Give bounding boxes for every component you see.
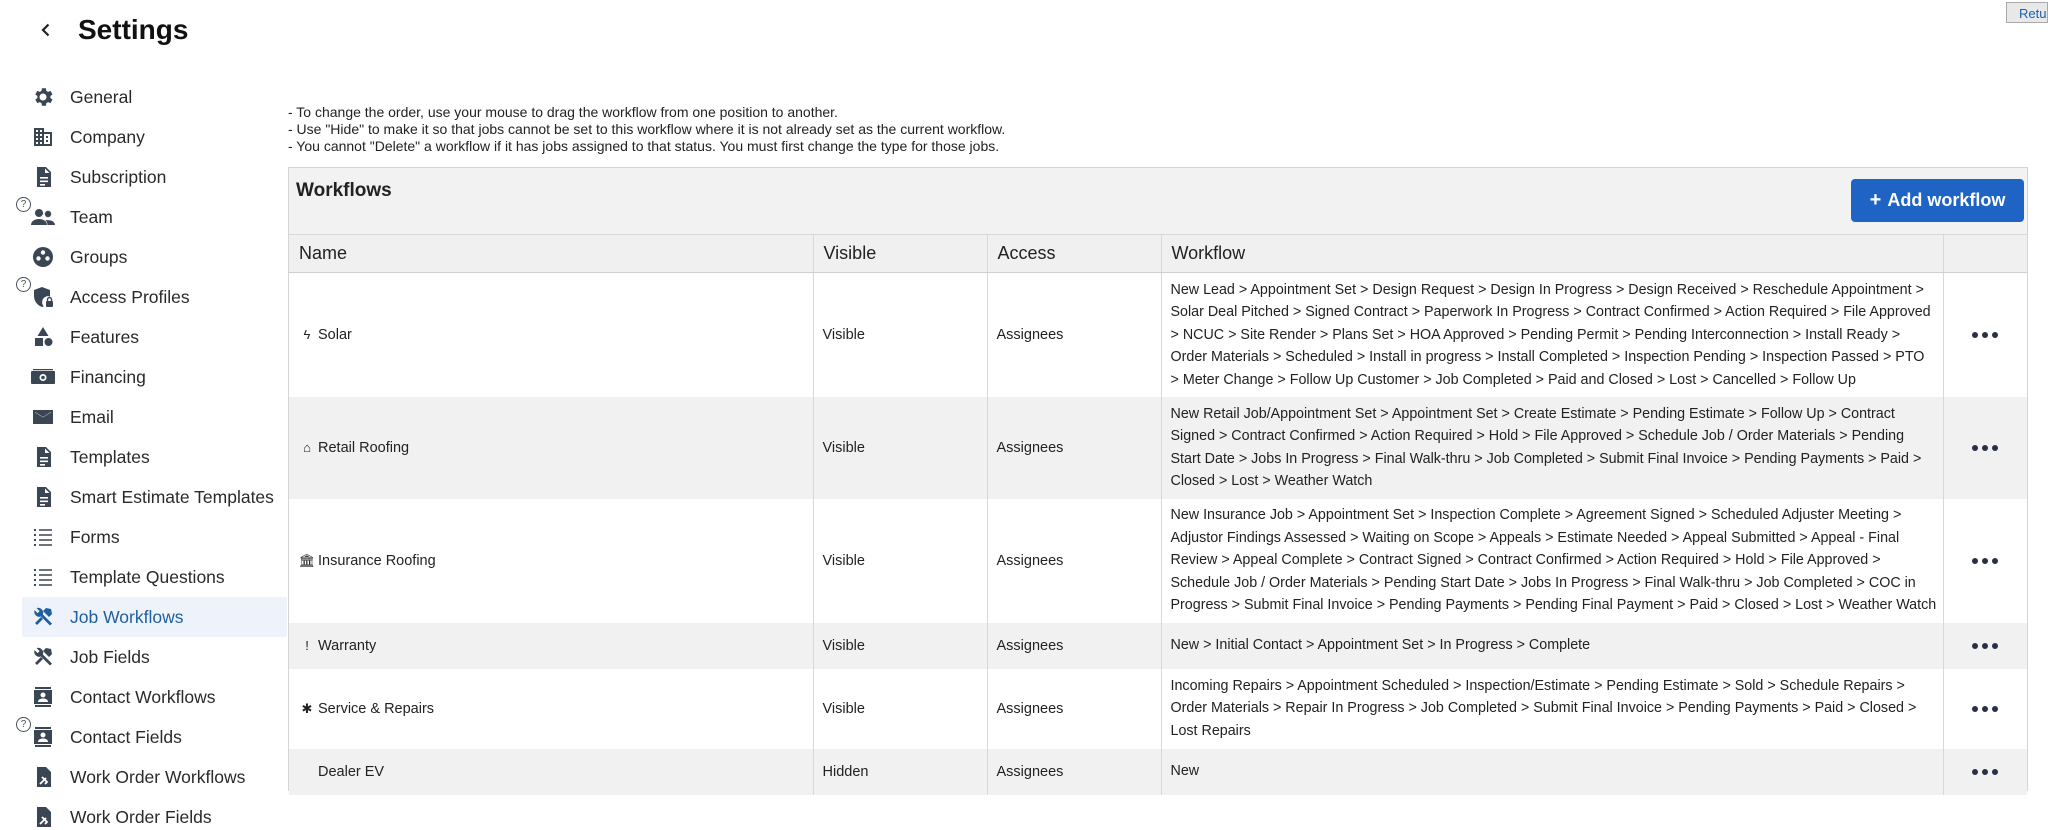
cell-access: Assignees — [987, 397, 1161, 499]
sidebar-item-company[interactable] — [22, 117, 287, 157]
sidebar-item-label: Subscription — [70, 166, 167, 187]
sidebar-item-label: Work Order Workflows — [70, 766, 246, 787]
table-row[interactable] — [289, 273, 2027, 397]
sidebar-item-general[interactable] — [22, 77, 287, 117]
sidebar-item-label: Features — [70, 326, 140, 347]
more-options-icon[interactable] — [1944, 769, 2028, 775]
exclamation-icon: ! — [305, 638, 309, 653]
building-icon — [30, 124, 56, 150]
cell-workflow: New Lead > Appointment Set > Design Request > Design In Progress > Design Received > Reschedule Appointment > Solar Deal Pitched > Signed Contract > Paperwork In Progress > Contract Confirmed > Action Required > File Approved > NCUC > Site Render > Plans Set > HOA Approved > Pending Permit > Pending Interconnection > Install Ready > Order Materials > Scheduled > Install in progress > Install Completed > Inspection Pending > Inspection Passed > PTO > Meter Change > Follow Up Customer > Job Completed > Paid and Closed > Lost > Cancelled > Follow Up — [1161, 273, 1943, 397]
workflow-name: Service & Repairs — [318, 700, 435, 717]
cell-access: Assignees — [987, 499, 1161, 623]
column-header-visible[interactable]: Visible — [813, 235, 987, 273]
work-order-icon — [30, 804, 56, 830]
sidebar-item-label: Team — [70, 206, 113, 227]
sidebar-item-access-profiles[interactable] — [22, 277, 287, 317]
bank-icon: 🏛 — [298, 552, 316, 568]
cell-name — [289, 499, 813, 623]
more-options-icon[interactable] — [1944, 558, 2028, 564]
help-icon[interactable]: ? — [16, 277, 31, 292]
sidebar-item-label: Contact Workflows — [70, 686, 216, 707]
cell-access: Assignees — [987, 669, 1161, 749]
work-order-icon — [30, 764, 56, 790]
add-workflow-label: Add workflow — [1887, 190, 2006, 210]
people-icon — [30, 204, 56, 230]
sidebar-item-contact-fields[interactable] — [22, 717, 287, 757]
sidebar-item-work-order-workflows[interactable] — [22, 757, 287, 797]
add-workflow-button[interactable] — [1851, 179, 2024, 222]
return-button[interactable]: Retu — [2006, 2, 2048, 23]
groups-icon — [30, 244, 56, 270]
contact-card-icon — [30, 684, 56, 710]
table-row[interactable] — [289, 623, 2027, 669]
cell-actions — [1943, 499, 2027, 623]
sidebar-item-contact-workflows[interactable] — [22, 677, 287, 717]
workflow-name: Warranty — [318, 637, 377, 654]
cell-workflow: Incoming Repairs > Appointment Scheduled > Inspection/Estimate > Pending Estimate > Sold > Schedule Repairs > Order Materials > Repair In Progress > Job Completed > Submit Final Invoice > Pending Payments > Paid > Closed > Lost Repairs — [1161, 669, 1943, 749]
table-row[interactable] — [289, 669, 2027, 749]
column-header-actions — [1943, 235, 2027, 273]
sidebar-item-label: Contact Fields — [70, 726, 182, 747]
help-icon[interactable]: ? — [16, 197, 31, 212]
sidebar-item-financing[interactable] — [22, 357, 287, 397]
shapes-icon — [30, 324, 56, 350]
cell-access: Assignees — [987, 749, 1161, 795]
tools-icon — [30, 604, 56, 630]
cell-actions — [1943, 669, 2027, 749]
sidebar-item-smart-estimate-templates[interactable] — [22, 477, 287, 517]
money-icon — [30, 364, 56, 390]
document-icon — [30, 484, 56, 510]
sidebar-item-features[interactable] — [22, 317, 287, 357]
asterisk-icon: ✱ — [301, 700, 313, 716]
cell-workflow: New Insurance Job > Appointment Set > Inspection Complete > Agreement Signed > Scheduled Adjuster Meeting > Adjustor Findings Assessed > Waiting on Scope > Appeals > Estimate Needed > Appeal Submitted > Appeal - Final Review > Appeal Complete > Contract Signed > Contract Confirmed > Action Required > Hold > File Approved > Schedule Job / Order Materials > Pending Start Date > Jobs In Progress > Final Walk-thru > Job Completed > COC in Progress > Submit Final Invoice > Pending Payments > Pending Final Payment > Paid > Closed > Lost > Weather Watch — [1161, 499, 1943, 623]
top-bar — [0, 0, 2048, 62]
settings-sidebar — [22, 77, 287, 830]
cell-visible: Visible — [813, 499, 987, 623]
plus-icon: + — [1869, 189, 1882, 211]
table-row[interactable] — [289, 749, 2027, 795]
panel-title: Workflows — [296, 180, 392, 201]
cell-name — [289, 273, 813, 397]
sidebar-item-label: Forms — [70, 526, 120, 547]
sidebar-item-label: Templates — [70, 446, 150, 467]
sidebar-item-job-workflows[interactable] — [22, 597, 287, 637]
cell-workflow: New Retail Job/Appointment Set > Appointment Set > Create Estimate > Pending Estimate > Follow Up > Contract Signed > Contract Confirmed > Action Required > Hold > File Approved > Schedule Job / Order Materials > Pending Start Date > Jobs In Progress > Final Walk-thru > Job Completed > Submit Final Invoice > Pending Payments > Paid > Closed > Lost > Weather Watch — [1161, 397, 1943, 499]
sidebar-item-label: Financing — [70, 366, 146, 387]
sidebar-item-job-fields[interactable] — [22, 637, 287, 677]
cell-access: Assignees — [987, 623, 1161, 669]
sidebar-item-label: Job Workflows — [70, 606, 184, 627]
cell-name — [289, 749, 813, 795]
sidebar-item-label: Template Questions — [70, 566, 225, 587]
more-options-icon[interactable] — [1944, 445, 2028, 451]
more-options-icon[interactable] — [1944, 706, 2028, 712]
contact-card-icon — [30, 724, 56, 750]
workflow-name: Insurance Roofing — [318, 552, 436, 569]
sidebar-item-team[interactable] — [22, 197, 287, 237]
cell-actions — [1943, 397, 2027, 499]
cell-actions — [1943, 749, 2027, 795]
cell-visible: Hidden — [813, 749, 987, 795]
column-header-access[interactable]: Access — [987, 235, 1161, 273]
cell-actions — [1943, 623, 2027, 669]
table-header-row — [289, 235, 2027, 273]
workflows-table — [289, 234, 2027, 795]
column-header-workflow[interactable]: Workflow — [1161, 235, 1943, 273]
instructions — [288, 104, 1005, 155]
sidebar-item-label: Smart Estimate Templates — [70, 486, 274, 507]
workflow-name: Retail Roofing — [318, 439, 410, 456]
page-title: Settings — [78, 14, 189, 45]
gear-icon — [30, 84, 56, 110]
cell-name — [289, 669, 813, 749]
sidebar-item-template-questions[interactable] — [22, 557, 287, 597]
table-row[interactable] — [289, 499, 2027, 623]
sidebar-item-label: Groups — [70, 246, 128, 267]
sidebar-item-label: Email — [70, 406, 114, 427]
sidebar-item-email[interactable] — [22, 397, 287, 437]
help-icon[interactable]: ? — [16, 717, 31, 732]
cell-visible: Visible — [813, 397, 987, 499]
cell-actions — [1943, 273, 2027, 397]
workflow-name: Dealer EV — [318, 763, 385, 780]
sidebar-item-label: General — [70, 86, 133, 107]
document-icon — [30, 444, 56, 470]
workflow-name: Solar — [318, 326, 352, 343]
cell-workflow: New > Initial Contact > Appointment Set > In Progress > Complete — [1161, 623, 1943, 669]
sidebar-item-forms[interactable] — [22, 517, 287, 557]
sidebar-item-groups[interactable] — [22, 237, 287, 277]
sidebar-item-label: Access Profiles — [70, 286, 190, 307]
sidebar-item-label: Company — [70, 126, 145, 147]
cell-name — [289, 623, 813, 669]
shield-lock-icon — [30, 284, 56, 310]
panel-header — [289, 168, 2027, 234]
cell-visible: Visible — [813, 273, 987, 397]
instruction-line: - You cannot "Delete" a workflow if it has jobs assigned to that status. You must first change the type for those jobs. — [288, 138, 1000, 154]
sidebar-item-work-order-fields[interactable] — [22, 797, 287, 830]
cell-access: Assignees — [987, 273, 1161, 397]
cell-visible: Visible — [813, 669, 987, 749]
document-icon — [30, 164, 56, 190]
instruction-line: - Use "Hide" to make it so that jobs cannot be set to this workflow where it is not already set as the current workflow. — [288, 121, 1006, 137]
more-options-icon[interactable] — [1944, 332, 2028, 338]
bolt-icon: ϟ — [303, 327, 311, 343]
home-icon: ⌂ — [303, 440, 311, 455]
table-row[interactable] — [289, 397, 2027, 499]
instruction-line: - To change the order, use your mouse to drag the workflow from one position to another. — [288, 104, 838, 120]
chevron-left-icon[interactable] — [30, 14, 62, 46]
list-icon — [30, 564, 56, 590]
sidebar-item-templates[interactable] — [22, 437, 287, 477]
envelope-icon — [30, 404, 56, 430]
sidebar-item-label: Job Fields — [70, 646, 150, 667]
cell-workflow: New — [1161, 749, 1943, 795]
workflows-panel — [288, 167, 2028, 791]
cell-visible: Visible — [813, 623, 987, 669]
list-icon — [30, 524, 56, 550]
column-header-name[interactable]: Name — [289, 235, 813, 273]
cell-name — [289, 397, 813, 499]
sidebar-item-subscription[interactable] — [22, 157, 287, 197]
more-options-icon[interactable] — [1944, 643, 2028, 649]
sidebar-item-label: Work Order Fields — [70, 806, 212, 827]
tools-icon — [30, 644, 56, 670]
